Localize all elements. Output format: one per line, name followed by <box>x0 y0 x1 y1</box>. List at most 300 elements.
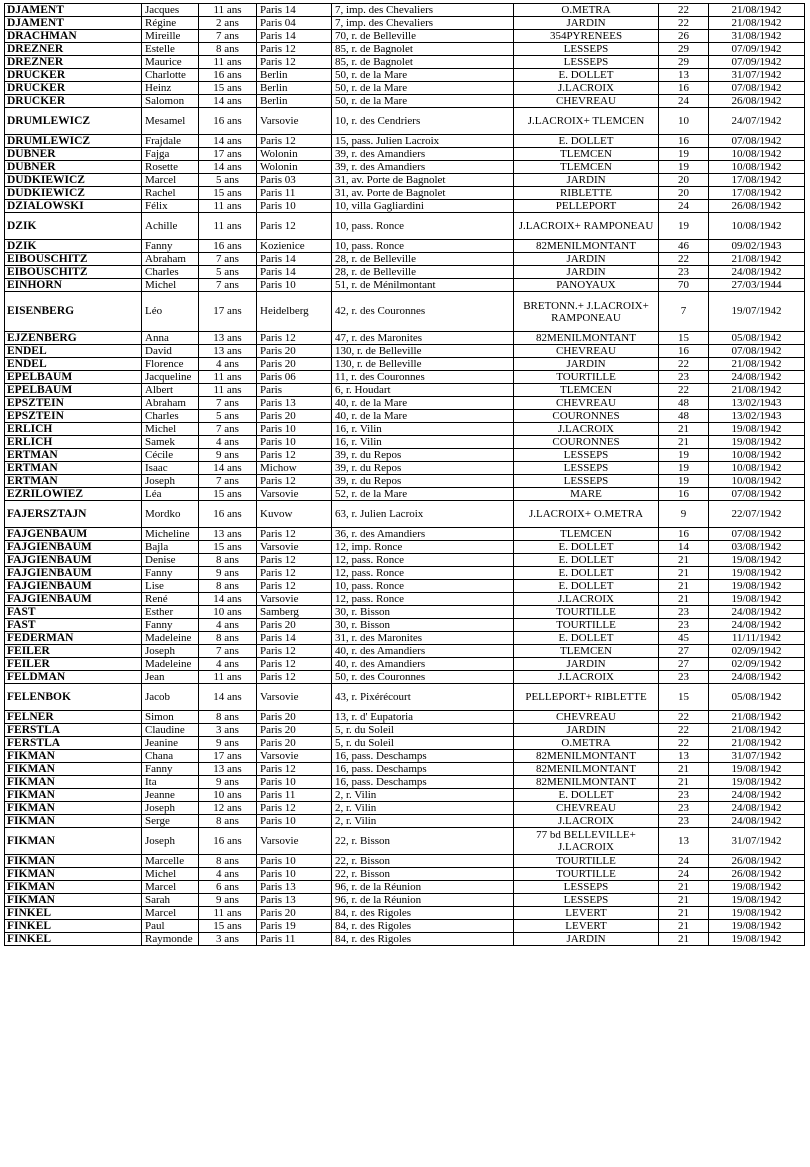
address-cell: 2, r. Vilin <box>332 802 514 815</box>
school-cell: E. DOLLET <box>514 580 659 593</box>
date-cell: 19/08/1942 <box>709 933 805 946</box>
convoy-cell: 7 <box>659 292 709 332</box>
convoy-cell: 19 <box>659 148 709 161</box>
surname-cell: EINHORN <box>5 279 142 292</box>
surname-cell: FAJGIENBAUM <box>5 567 142 580</box>
address-cell: 43, r. Pixérécourt <box>332 684 514 711</box>
convoy-cell: 21 <box>659 763 709 776</box>
table-row <box>5 920 805 933</box>
convoy-cell: 21 <box>659 567 709 580</box>
table-row <box>5 528 805 541</box>
firstname-cell: Jacques <box>142 4 199 17</box>
firstname-cell: Achille <box>142 213 199 240</box>
age-cell: 14 ans <box>199 684 257 711</box>
surname-cell: ERLICH <box>5 423 142 436</box>
convoy-cell: 21 <box>659 907 709 920</box>
school-cell: TLEMCEN <box>514 148 659 161</box>
convoy-cell: 19 <box>659 475 709 488</box>
birthplace-cell: Paris 12 <box>257 567 332 580</box>
table-row <box>5 69 805 82</box>
surname-cell: DZIK <box>5 213 142 240</box>
convoy-cell: 22 <box>659 711 709 724</box>
date-cell: 13/02/1943 <box>709 410 805 423</box>
birthplace-cell: Paris 10 <box>257 776 332 789</box>
surname-cell: FIKMAN <box>5 763 142 776</box>
surname-cell: FIKMAN <box>5 750 142 763</box>
firstname-cell: Michel <box>142 279 199 292</box>
school-cell: 82MENILMONTANT <box>514 750 659 763</box>
school-cell: TLEMCEN <box>514 645 659 658</box>
date-cell: 21/08/1942 <box>709 724 805 737</box>
school-cell: CHEVREAU <box>514 345 659 358</box>
birthplace-cell: Wolonin <box>257 148 332 161</box>
surname-cell: FELNER <box>5 711 142 724</box>
school-cell: JARDIN <box>514 174 659 187</box>
birthplace-cell: Paris 12 <box>257 658 332 671</box>
address-cell: 63, r. Julien Lacroix <box>332 501 514 528</box>
firstname-cell: Isaac <box>142 462 199 475</box>
school-cell: JARDIN <box>514 253 659 266</box>
date-cell: 07/08/1942 <box>709 135 805 148</box>
address-cell: 7, imp. des Chevaliers <box>332 4 514 17</box>
firstname-cell: Simon <box>142 711 199 724</box>
table-row <box>5 855 805 868</box>
table-row <box>5 148 805 161</box>
convoy-cell: 24 <box>659 95 709 108</box>
address-cell: 31, av. Porte de Bagnolet <box>332 174 514 187</box>
firstname-cell: Rachel <box>142 187 199 200</box>
birthplace-cell: Varsovie <box>257 593 332 606</box>
date-cell: 24/08/1942 <box>709 815 805 828</box>
date-cell: 10/08/1942 <box>709 161 805 174</box>
date-cell: 26/08/1942 <box>709 200 805 213</box>
convoy-cell: 22 <box>659 737 709 750</box>
surname-cell: FINKEL <box>5 920 142 933</box>
address-cell: 31, av. Porte de Bagnolet <box>332 187 514 200</box>
convoy-cell: 16 <box>659 82 709 95</box>
address-cell: 47, r. des Maronites <box>332 332 514 345</box>
address-cell: 12, pass. Ronce <box>332 567 514 580</box>
surname-cell: EPELBAUM <box>5 371 142 384</box>
birthplace-cell: Paris 14 <box>257 253 332 266</box>
table-row <box>5 737 805 750</box>
school-cell: LESSEPS <box>514 462 659 475</box>
school-cell: LESSEPS <box>514 475 659 488</box>
firstname-cell: Abraham <box>142 397 199 410</box>
surname-cell: FERSTLA <box>5 724 142 737</box>
firstname-cell: Michel <box>142 868 199 881</box>
convoy-cell: 21 <box>659 554 709 567</box>
school-cell: LESSEPS <box>514 881 659 894</box>
convoy-cell: 27 <box>659 658 709 671</box>
school-cell: BRETONN.+ J.LACROIX+ RAMPONEAU <box>514 292 659 332</box>
convoy-cell: 26 <box>659 30 709 43</box>
birthplace-cell: Paris 13 <box>257 894 332 907</box>
address-cell: 15, pass. Julien Lacroix <box>332 135 514 148</box>
school-cell: JARDIN <box>514 724 659 737</box>
school-cell: PANOYAUX <box>514 279 659 292</box>
surname-cell: FIKMAN <box>5 789 142 802</box>
date-cell: 19/08/1942 <box>709 554 805 567</box>
school-cell: JARDIN <box>514 358 659 371</box>
age-cell: 8 ans <box>199 711 257 724</box>
firstname-cell: Mireille <box>142 30 199 43</box>
firstname-cell: Jean <box>142 671 199 684</box>
surname-cell: FINKEL <box>5 907 142 920</box>
date-cell: 19/08/1942 <box>709 881 805 894</box>
date-cell: 26/08/1942 <box>709 855 805 868</box>
address-cell: 28, r. de Belleville <box>332 253 514 266</box>
surname-cell: FAJGIENBAUM <box>5 554 142 567</box>
birthplace-cell: Paris 12 <box>257 56 332 69</box>
date-cell: 31/07/1942 <box>709 69 805 82</box>
school-cell: TLEMCEN <box>514 528 659 541</box>
surname-cell: DUBNER <box>5 148 142 161</box>
birthplace-cell: Heidelberg <box>257 292 332 332</box>
surname-cell: FIKMAN <box>5 776 142 789</box>
surname-cell: ERLICH <box>5 436 142 449</box>
age-cell: 14 ans <box>199 161 257 174</box>
firstname-cell: Jeanne <box>142 789 199 802</box>
age-cell: 16 ans <box>199 108 257 135</box>
firstname-cell: Fajga <box>142 148 199 161</box>
firstname-cell: Fanny <box>142 763 199 776</box>
address-cell: 22, r. Bisson <box>332 868 514 881</box>
convoy-cell: 24 <box>659 855 709 868</box>
birthplace-cell: Paris 10 <box>257 436 332 449</box>
table-row <box>5 462 805 475</box>
firstname-cell: Marcel <box>142 881 199 894</box>
table-row <box>5 135 805 148</box>
age-cell: 7 ans <box>199 30 257 43</box>
firstname-cell: Bajla <box>142 541 199 554</box>
school-cell: TOURTILLE <box>514 606 659 619</box>
school-cell: RIBLETTE <box>514 187 659 200</box>
age-cell: 8 ans <box>199 632 257 645</box>
address-cell: 30, r. Bisson <box>332 619 514 632</box>
age-cell: 8 ans <box>199 580 257 593</box>
firstname-cell: Marcelle <box>142 855 199 868</box>
birthplace-cell: Paris 14 <box>257 632 332 645</box>
school-cell: PELLEPORT+ RIBLETTE <box>514 684 659 711</box>
convoy-cell: 27 <box>659 645 709 658</box>
surname-cell: FIKMAN <box>5 881 142 894</box>
birthplace-cell: Berlin <box>257 95 332 108</box>
table-row <box>5 200 805 213</box>
surname-cell: DZIALOWSKI <box>5 200 142 213</box>
birthplace-cell: Paris 11 <box>257 187 332 200</box>
address-cell: 30, r. Bisson <box>332 606 514 619</box>
birthplace-cell: Varsovie <box>257 750 332 763</box>
convoy-cell: 13 <box>659 69 709 82</box>
table-row <box>5 671 805 684</box>
birthplace-cell: Paris 12 <box>257 135 332 148</box>
surname-cell: FEDERMAN <box>5 632 142 645</box>
surname-cell: EPSZTEIN <box>5 410 142 423</box>
age-cell: 16 ans <box>199 69 257 82</box>
school-cell: 82MENILMONTANT <box>514 763 659 776</box>
date-cell: 24/08/1942 <box>709 619 805 632</box>
table-row <box>5 606 805 619</box>
surname-cell: DRUCKER <box>5 69 142 82</box>
birthplace-cell: Paris 20 <box>257 619 332 632</box>
address-cell: 10, pass. Ronce <box>332 213 514 240</box>
surname-cell: DJAMENT <box>5 4 142 17</box>
address-cell: 50, r. de la Mare <box>332 82 514 95</box>
date-cell: 24/08/1942 <box>709 671 805 684</box>
firstname-cell: David <box>142 345 199 358</box>
convoy-cell: 46 <box>659 240 709 253</box>
convoy-cell: 22 <box>659 358 709 371</box>
table-row <box>5 279 805 292</box>
firstname-cell: Fanny <box>142 240 199 253</box>
date-cell: 27/03/1944 <box>709 279 805 292</box>
school-cell: J.LACROIX <box>514 593 659 606</box>
firstname-cell: Anna <box>142 332 199 345</box>
surname-cell: FAST <box>5 606 142 619</box>
surname-cell: DRUCKER <box>5 95 142 108</box>
birthplace-cell: Wolonin <box>257 161 332 174</box>
date-cell: 07/08/1942 <box>709 82 805 95</box>
birthplace-cell: Paris 12 <box>257 645 332 658</box>
convoy-cell: 19 <box>659 161 709 174</box>
table-row <box>5 501 805 528</box>
age-cell: 5 ans <box>199 174 257 187</box>
address-cell: 50, r. des Couronnes <box>332 671 514 684</box>
address-cell: 39, r. du Repos <box>332 475 514 488</box>
table-row <box>5 488 805 501</box>
date-cell: 24/08/1942 <box>709 606 805 619</box>
birthplace-cell: Paris 12 <box>257 43 332 56</box>
firstname-cell: Micheline <box>142 528 199 541</box>
convoy-cell: 21 <box>659 423 709 436</box>
school-cell: J.LACROIX+ RAMPONEAU <box>514 213 659 240</box>
surname-cell: EISENBERG <box>5 292 142 332</box>
school-cell: CHEVREAU <box>514 397 659 410</box>
surname-cell: EPSZTEIN <box>5 397 142 410</box>
date-cell: 10/08/1942 <box>709 449 805 462</box>
surname-cell: DZIK <box>5 240 142 253</box>
school-cell: LESSEPS <box>514 894 659 907</box>
date-cell: 19/08/1942 <box>709 776 805 789</box>
age-cell: 14 ans <box>199 462 257 475</box>
birthplace-cell: Berlin <box>257 69 332 82</box>
surname-cell: FELENBOK <box>5 684 142 711</box>
address-cell: 40, r. des Amandiers <box>332 645 514 658</box>
school-cell: JARDIN <box>514 266 659 279</box>
birthplace-cell: Paris 11 <box>257 933 332 946</box>
school-cell: J.LACROIX <box>514 671 659 684</box>
table-row <box>5 724 805 737</box>
age-cell: 12 ans <box>199 802 257 815</box>
school-cell: JARDIN <box>514 17 659 30</box>
address-cell: 10, r. des Cendriers <box>332 108 514 135</box>
date-cell: 21/08/1942 <box>709 358 805 371</box>
address-cell: 85, r. de Bagnolet <box>332 43 514 56</box>
school-cell: 354PYRENEES <box>514 30 659 43</box>
date-cell: 24/08/1942 <box>709 371 805 384</box>
date-cell: 13/02/1943 <box>709 397 805 410</box>
school-cell: J.LACROIX+ O.METRA <box>514 501 659 528</box>
table-row <box>5 410 805 423</box>
birthplace-cell: Paris 12 <box>257 763 332 776</box>
address-cell: 7, imp. des Chevaliers <box>332 17 514 30</box>
firstname-cell: Raymonde <box>142 933 199 946</box>
birthplace-cell: Samberg <box>257 606 332 619</box>
birthplace-cell: Paris 06 <box>257 371 332 384</box>
school-cell: J.LACROIX+ TLEMCEN <box>514 108 659 135</box>
school-cell: J.LACROIX <box>514 815 659 828</box>
surname-cell: DUDKIEWICZ <box>5 174 142 187</box>
school-cell: TOURTILLE <box>514 868 659 881</box>
date-cell: 10/08/1942 <box>709 213 805 240</box>
firstname-cell: Charlotte <box>142 69 199 82</box>
age-cell: 10 ans <box>199 606 257 619</box>
convoy-cell: 21 <box>659 593 709 606</box>
firstname-cell: Fanny <box>142 619 199 632</box>
table-row <box>5 580 805 593</box>
convoy-cell: 23 <box>659 371 709 384</box>
table-row <box>5 82 805 95</box>
surname-cell: ENDEL <box>5 345 142 358</box>
school-cell: E. DOLLET <box>514 541 659 554</box>
firstname-cell: Fanny <box>142 567 199 580</box>
firstname-cell: Régine <box>142 17 199 30</box>
birthplace-cell: Varsovie <box>257 108 332 135</box>
surname-cell: FIKMAN <box>5 802 142 815</box>
birthplace-cell: Berlin <box>257 82 332 95</box>
address-cell: 70, r. de Belleville <box>332 30 514 43</box>
age-cell: 11 ans <box>199 4 257 17</box>
date-cell: 07/09/1942 <box>709 56 805 69</box>
date-cell: 31/07/1942 <box>709 750 805 763</box>
address-cell: 10, pass. Ronce <box>332 240 514 253</box>
address-cell: 84, r. des Rigoles <box>332 933 514 946</box>
date-cell: 19/08/1942 <box>709 763 805 776</box>
school-cell: COURONNES <box>514 436 659 449</box>
school-cell: 82MENILMONTANT <box>514 332 659 345</box>
age-cell: 9 ans <box>199 894 257 907</box>
table-row <box>5 332 805 345</box>
surname-cell: FIKMAN <box>5 894 142 907</box>
age-cell: 4 ans <box>199 619 257 632</box>
age-cell: 3 ans <box>199 933 257 946</box>
convoy-cell: 70 <box>659 279 709 292</box>
date-cell: 21/08/1942 <box>709 17 805 30</box>
table-row <box>5 541 805 554</box>
address-cell: 16, r. Vilin <box>332 436 514 449</box>
birthplace-cell: Paris 11 <box>257 789 332 802</box>
convoy-cell: 21 <box>659 894 709 907</box>
school-cell: 77 bd BELLEVILLE+ J.LACROIX <box>514 828 659 855</box>
date-cell: 24/08/1942 <box>709 266 805 279</box>
age-cell: 14 ans <box>199 135 257 148</box>
age-cell: 11 ans <box>199 384 257 397</box>
age-cell: 13 ans <box>199 528 257 541</box>
firstname-cell: Heinz <box>142 82 199 95</box>
table-row <box>5 161 805 174</box>
birthplace-cell: Varsovie <box>257 684 332 711</box>
surname-cell: FAJGIENBAUM <box>5 593 142 606</box>
table-row <box>5 828 805 855</box>
school-cell: TOURTILLE <box>514 855 659 868</box>
age-cell: 13 ans <box>199 332 257 345</box>
convoy-cell: 23 <box>659 606 709 619</box>
table-row <box>5 384 805 397</box>
age-cell: 3 ans <box>199 724 257 737</box>
birthplace-cell: Paris 20 <box>257 907 332 920</box>
address-cell: 39, r. des Amandiers <box>332 148 514 161</box>
birthplace-cell: Paris 12 <box>257 213 332 240</box>
firstname-cell: Marcel <box>142 174 199 187</box>
table-row <box>5 789 805 802</box>
address-cell: 96, r. de la Réunion <box>332 894 514 907</box>
birthplace-cell: Paris 19 <box>257 920 332 933</box>
firstname-cell: Madeleine <box>142 658 199 671</box>
date-cell: 07/08/1942 <box>709 488 805 501</box>
firstname-cell: Esther <box>142 606 199 619</box>
firstname-cell: Chana <box>142 750 199 763</box>
school-cell: O.METRA <box>514 4 659 17</box>
age-cell: 8 ans <box>199 815 257 828</box>
firstname-cell: Mordko <box>142 501 199 528</box>
convoy-cell: 10 <box>659 108 709 135</box>
address-cell: 31, r. des Maronites <box>332 632 514 645</box>
date-cell: 24/07/1942 <box>709 108 805 135</box>
age-cell: 9 ans <box>199 737 257 750</box>
age-cell: 7 ans <box>199 645 257 658</box>
convoy-cell: 16 <box>659 135 709 148</box>
age-cell: 15 ans <box>199 920 257 933</box>
convoy-cell: 21 <box>659 933 709 946</box>
birthplace-cell: Paris 12 <box>257 802 332 815</box>
table-row <box>5 750 805 763</box>
convoy-cell: 23 <box>659 266 709 279</box>
table-row <box>5 108 805 135</box>
address-cell: 12, pass. Ronce <box>332 554 514 567</box>
school-cell: J.LACROIX <box>514 423 659 436</box>
convoy-cell: 21 <box>659 436 709 449</box>
school-cell: O.METRA <box>514 737 659 750</box>
surname-cell: DUBNER <box>5 161 142 174</box>
age-cell: 7 ans <box>199 397 257 410</box>
date-cell: 09/02/1943 <box>709 240 805 253</box>
school-cell: E. DOLLET <box>514 135 659 148</box>
date-cell: 17/08/1942 <box>709 187 805 200</box>
birthplace-cell: Paris 04 <box>257 17 332 30</box>
age-cell: 11 ans <box>199 56 257 69</box>
address-cell: 39, r. du Repos <box>332 462 514 475</box>
firstname-cell: Joseph <box>142 475 199 488</box>
date-cell: 02/09/1942 <box>709 658 805 671</box>
date-cell: 10/08/1942 <box>709 148 805 161</box>
school-cell: LEVERT <box>514 920 659 933</box>
school-cell: TLEMCEN <box>514 384 659 397</box>
school-cell: LEVERT <box>514 907 659 920</box>
address-cell: 2, r. Vilin <box>332 815 514 828</box>
table-row <box>5 449 805 462</box>
school-cell: CHEVREAU <box>514 711 659 724</box>
birthplace-cell: Paris 12 <box>257 449 332 462</box>
address-cell: 5, r. du Soleil <box>332 737 514 750</box>
address-cell: 84, r. des Rigoles <box>332 920 514 933</box>
birthplace-cell: Paris 13 <box>257 397 332 410</box>
surname-cell: ERTMAN <box>5 449 142 462</box>
birthplace-cell: Paris 20 <box>257 737 332 750</box>
firstname-cell: Claudine <box>142 724 199 737</box>
surname-cell: FIKMAN <box>5 815 142 828</box>
birthplace-cell: Kozienice <box>257 240 332 253</box>
